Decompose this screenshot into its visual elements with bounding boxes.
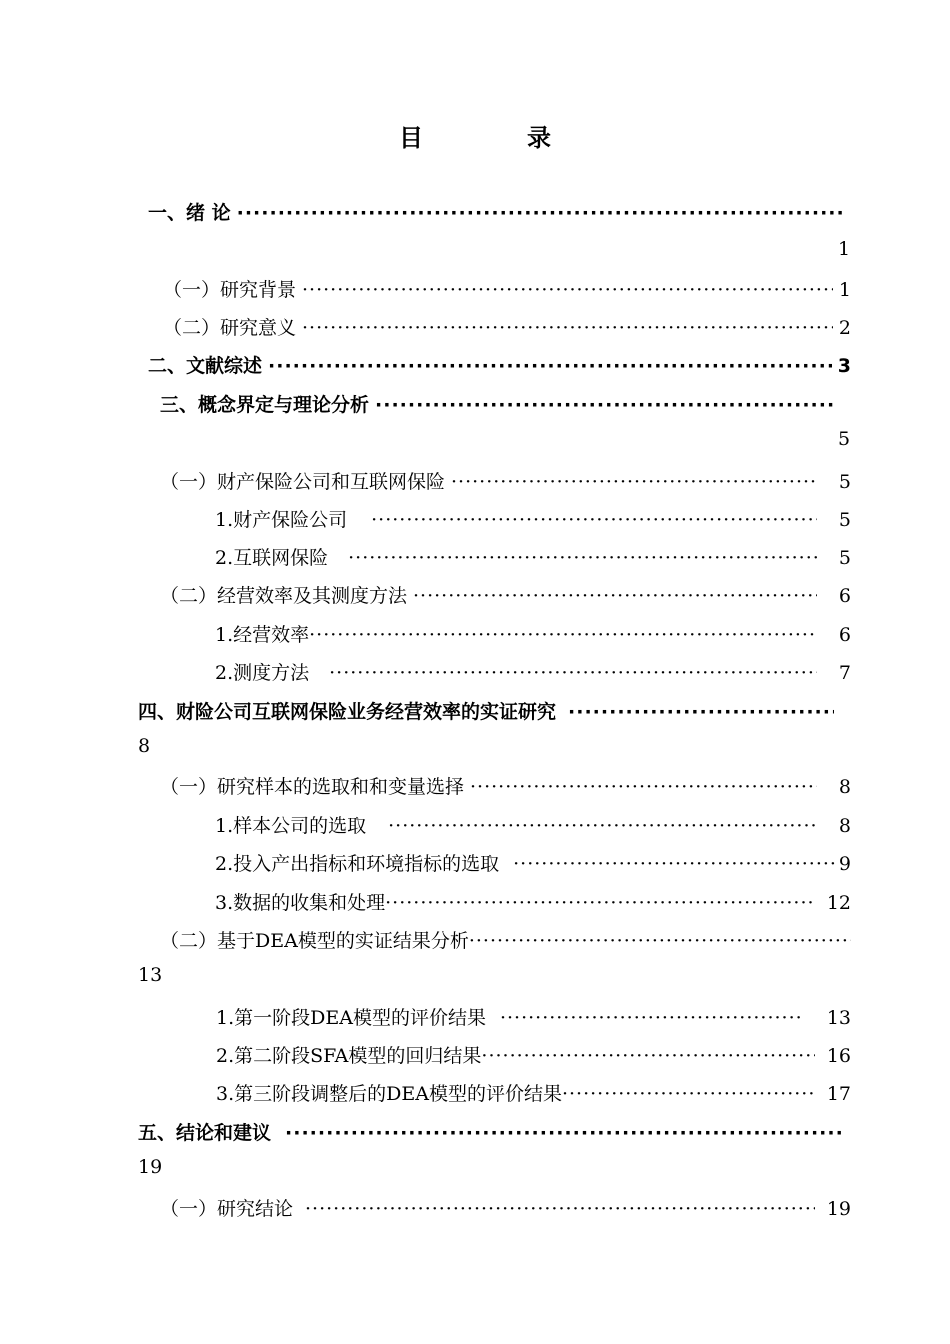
toc-entry-3-2-2[interactable]	[215, 658, 851, 686]
toc-page-number: 5	[838, 547, 851, 569]
toc-leader-dots	[385, 892, 815, 914]
toc-entry-3-1-2[interactable]	[215, 543, 851, 571]
toc-entry-label: 一、绪 论	[148, 202, 231, 224]
toc-leader-dots	[371, 509, 817, 531]
toc-leader-dots	[470, 776, 817, 798]
toc-entry-label: 五、结论和建议	[138, 1122, 272, 1144]
toc-title: 目 录	[399, 124, 591, 152]
toc-page-number: 8	[838, 776, 851, 798]
toc-entry-4-2[interactable]	[160, 926, 851, 954]
toc-page-number: 5	[838, 428, 851, 450]
toc-leader-dots	[513, 853, 835, 875]
toc-page-number: 2	[838, 317, 851, 339]
toc-entry-1[interactable]	[148, 198, 850, 226]
toc-entry-5[interactable]	[138, 1118, 850, 1146]
toc-entry-4-2-1[interactable]	[216, 1003, 851, 1031]
toc-entry-label: 2.投入产出指标和环境指标的选取	[215, 853, 500, 875]
toc-entry-label: 1.经营效率	[215, 624, 310, 646]
toc-entry-4-1-2[interactable]	[215, 849, 851, 877]
toc-entry-label: 四、财险公司互联网保险业务经营效率的实证研究	[138, 701, 557, 723]
toc-leader-dots	[348, 547, 817, 569]
toc-entry-label: 3.第三阶段调整后的DEA模型的评价结果	[216, 1083, 562, 1105]
toc-entry-2[interactable]	[148, 351, 851, 379]
toc-entry-label: 三、概念界定与理论分析	[160, 394, 370, 416]
toc-entry-3[interactable]	[160, 390, 840, 418]
toc-page-number: 19	[826, 1198, 851, 1220]
toc-entry-label: （一）研究背景	[163, 279, 297, 301]
toc-leader-dots	[481, 1045, 814, 1067]
toc-page-number: 17	[826, 1083, 851, 1105]
toc-leader-dots	[237, 202, 844, 224]
toc-leader-dots	[469, 930, 851, 952]
toc-entry-5-1[interactable]	[160, 1194, 851, 1222]
toc-entry-label: 1.第一阶段DEA模型的评价结果	[216, 1007, 486, 1029]
toc-entry-label: （一）财产保险公司和互联网保险	[160, 471, 446, 493]
toc-leader-dots	[388, 815, 817, 837]
toc-entry-1-1[interactable]	[163, 275, 851, 303]
toc-entry-label: （二）经营效率及其测度方法	[160, 585, 408, 607]
toc-page-number: 5	[838, 471, 851, 493]
toc-leader-dots	[562, 1083, 815, 1105]
toc-page-number: 6	[838, 585, 851, 607]
toc-entry-label: 2.测度方法	[215, 662, 310, 684]
toc-entry-label: 3.数据的收集和处理	[215, 892, 386, 914]
toc-entry-label: 1.样本公司的选取	[215, 815, 367, 837]
toc-entry-label: （二）基于DEA模型的实证结果分析	[160, 930, 469, 952]
toc-page-number: 13	[138, 964, 163, 986]
toc-leader-dots	[302, 279, 833, 301]
toc-leader-dots	[413, 585, 817, 607]
toc-leader-dots	[285, 1122, 844, 1144]
toc-page-number: 1	[838, 279, 851, 301]
toc-page-number: 1	[838, 238, 851, 260]
toc-entry-label: 二、文献综述	[148, 355, 263, 377]
toc-leader-dots	[268, 355, 832, 377]
toc-page-number: 13	[826, 1007, 851, 1029]
toc-leader-dots	[451, 471, 817, 493]
toc-leader-dots	[329, 662, 817, 684]
toc-entry-label: 2.互联网保险	[215, 547, 329, 569]
toc-entry-3-1-1[interactable]	[215, 505, 851, 533]
toc-entry-4[interactable]	[138, 697, 840, 725]
toc-leader-dots	[500, 1007, 803, 1029]
toc-page-number: 7	[838, 662, 851, 684]
toc-entry-label: （一）研究样本的选取和和变量选择	[160, 776, 465, 798]
toc-page-number: 3	[837, 355, 851, 377]
toc-entry-3-2[interactable]	[160, 581, 851, 609]
toc-entry-label: 1.财产保险公司	[215, 509, 348, 531]
toc-entry-4-1-3[interactable]	[215, 888, 851, 916]
toc-entry-label: 2.第二阶段SFA模型的回归结果	[216, 1045, 482, 1067]
toc-page-number: 16	[826, 1045, 851, 1067]
toc-entry-4-1-1[interactable]	[215, 811, 851, 839]
toc-entry-label: （二）研究意义	[163, 317, 297, 339]
toc-leader-dots	[302, 317, 833, 339]
toc-leader-dots	[309, 624, 817, 646]
toc-entry-4-2-2[interactable]	[216, 1041, 851, 1069]
toc-entry-label: （一）研究结论	[160, 1198, 294, 1220]
toc-entry-3-1[interactable]	[160, 467, 851, 495]
toc-page-number: 9	[838, 853, 851, 875]
toc-entry-1-2[interactable]	[163, 313, 851, 341]
toc-entry-3-2-1[interactable]	[215, 620, 851, 648]
toc-entry-4-1[interactable]	[160, 772, 851, 800]
toc-page-number: 8	[838, 815, 851, 837]
toc-page-number: 5	[838, 509, 851, 531]
toc-page-number: 6	[838, 624, 851, 646]
toc-entry-4-2-3[interactable]	[216, 1079, 851, 1107]
toc-page-number: 12	[826, 892, 851, 914]
toc-leader-dots	[305, 1198, 815, 1220]
toc-page-number: 8	[138, 735, 151, 757]
toc-leader-dots	[375, 394, 834, 416]
toc-page-number: 19	[138, 1156, 163, 1178]
toc-leader-dots	[568, 701, 834, 723]
